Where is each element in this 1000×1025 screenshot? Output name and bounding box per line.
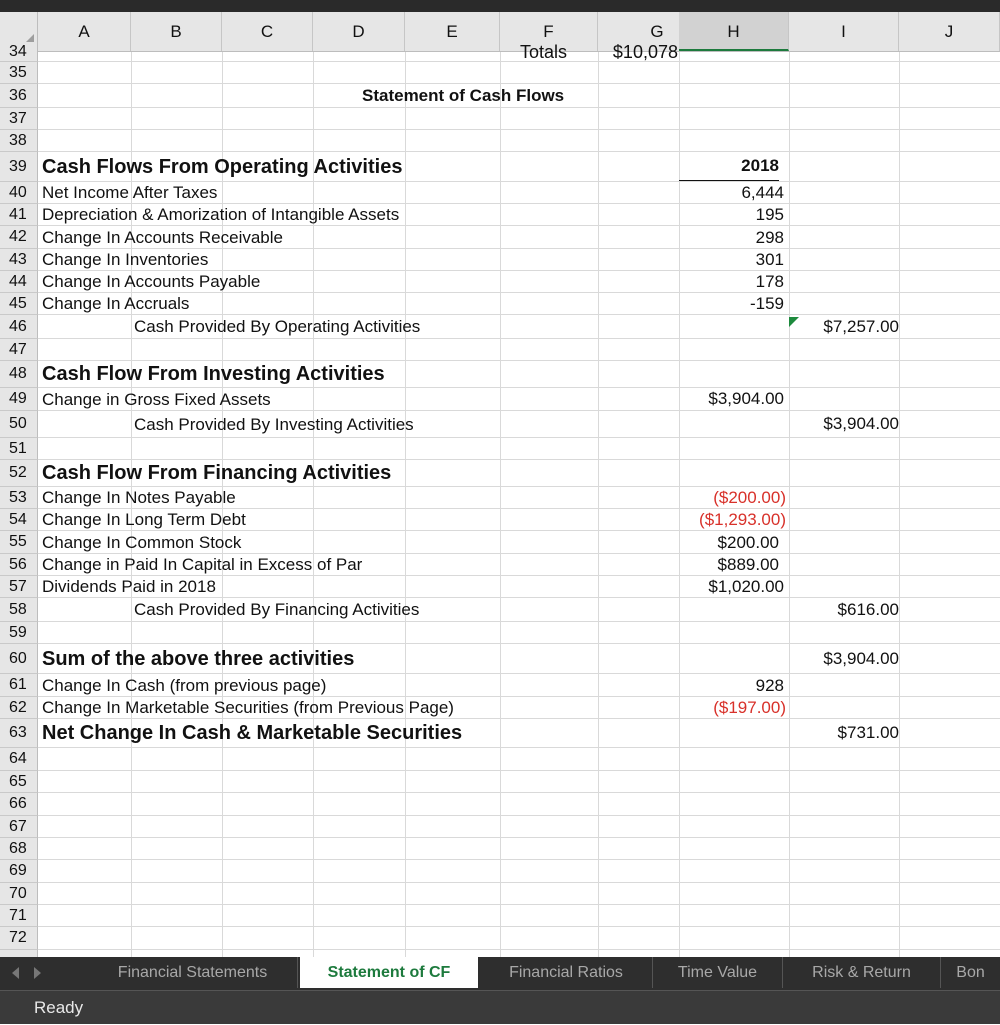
net-change-label[interactable]: Net Change In Cash & Marketable Securities	[42, 722, 463, 744]
row-number[interactable]: 34	[0, 42, 38, 62]
line-item-value[interactable]: 195	[755, 205, 784, 224]
column-header-b[interactable]: B	[131, 12, 222, 51]
investing-total-label[interactable]: Cash Provided By Investing Activities	[134, 414, 414, 434]
row-number[interactable]: 57	[0, 576, 38, 598]
row-number[interactable]: 55	[0, 531, 38, 554]
totals-label[interactable]: Totals	[520, 41, 568, 62]
line-item-value[interactable]: 298	[755, 227, 784, 247]
line-item-label[interactable]: Change In Accounts Payable	[42, 272, 261, 291]
row-53	[0, 487, 1000, 509]
line-item-value[interactable]: $1,020.00	[679, 576, 784, 598]
row-number[interactable]: 35	[0, 62, 38, 84]
securities-change-label[interactable]: Change In Marketable Securities (from Previous Page)	[42, 698, 454, 717]
column-header-h[interactable]: H	[679, 12, 789, 51]
row-47	[0, 339, 1000, 361]
line-item-value[interactable]: -159	[749, 294, 784, 313]
tab-bonds[interactable]: Bon	[956, 964, 985, 981]
row-48	[0, 361, 1000, 388]
row-number[interactable]: 54	[0, 509, 38, 531]
window-top-bar	[0, 0, 1000, 12]
row-69	[0, 860, 1000, 883]
investing-header[interactable]: Cash Flow From Investing Activities	[42, 363, 385, 385]
row-number[interactable]: 37	[0, 108, 38, 130]
row-52	[0, 460, 1000, 487]
line-item-value[interactable]: ($1,293.00)	[699, 510, 786, 529]
row-46	[0, 315, 1000, 339]
row-42	[0, 226, 1000, 249]
row-number[interactable]: 61	[0, 674, 38, 697]
line-item-label[interactable]: Change in Gross Fixed Assets	[42, 389, 271, 409]
row-number[interactable]: 58	[0, 598, 38, 622]
operating-total-label[interactable]: Cash Provided By Operating Activities	[134, 317, 421, 336]
line-item-label[interactable]: Change In Long Term Debt	[42, 510, 246, 529]
row-number[interactable]: 63	[0, 719, 38, 748]
row-number[interactable]: 64	[0, 748, 38, 771]
status-bar	[0, 990, 1000, 1024]
line-item-label[interactable]: Change in Paid In Capital in Excess of Par	[42, 555, 363, 574]
line-item-label[interactable]: Net Income After Taxes	[42, 183, 218, 202]
statement-title[interactable]: Statement of Cash Flows	[362, 86, 565, 105]
row-number[interactable]: 71	[0, 905, 38, 927]
row-59	[0, 622, 1000, 644]
row-number[interactable]: 62	[0, 697, 38, 719]
row-number[interactable]: 36	[0, 84, 38, 108]
row-number[interactable]: 59	[0, 622, 38, 644]
row-number[interactable]: 72	[0, 927, 38, 950]
line-item-label[interactable]: Change In Inventories	[42, 250, 209, 269]
column-header-c[interactable]: C	[222, 12, 313, 51]
financing-total-label[interactable]: Cash Provided By Financing Activities	[134, 600, 420, 619]
line-item-value[interactable]: $889.00	[717, 555, 779, 574]
row-number[interactable]: 48	[0, 361, 38, 388]
sum-activities-label[interactable]: Sum of the above three activities	[42, 647, 355, 670]
row-number[interactable]: 50	[0, 411, 38, 438]
financing-total-value[interactable]: $616.00	[789, 598, 899, 622]
column-header-j[interactable]: J	[899, 12, 1000, 51]
row-36	[0, 84, 1000, 108]
row-45	[0, 293, 1000, 315]
line-item-value[interactable]: 178	[755, 272, 784, 291]
row-number[interactable]: 60	[0, 644, 38, 674]
row-number[interactable]: 40	[0, 182, 38, 204]
row-58	[0, 598, 1000, 622]
line-item-label[interactable]: Dividends Paid in 2018	[42, 577, 216, 596]
row-35	[0, 62, 1000, 84]
row-43	[0, 249, 1000, 271]
line-item-label[interactable]: Change In Accruals	[42, 294, 190, 313]
status-text: Ready	[34, 998, 84, 1017]
sheet-grid	[0, 41, 1000, 957]
row-40	[0, 182, 1000, 204]
row-number[interactable]: 68	[0, 838, 38, 860]
row-number[interactable]: 43	[0, 249, 38, 271]
row-number[interactable]: 65	[0, 771, 38, 793]
row-44	[0, 271, 1000, 293]
tab-time-value[interactable]: Time Value	[653, 957, 783, 988]
row-55	[0, 531, 1000, 554]
operating-header[interactable]: Cash Flows From Operating Activities	[42, 155, 403, 178]
row-number[interactable]: 69	[0, 860, 38, 883]
row-57	[0, 576, 1000, 598]
line-item-value[interactable]: 6,444	[741, 183, 784, 202]
tab-financial-statements[interactable]: Financial Statements	[88, 957, 298, 988]
row-66	[0, 793, 1000, 816]
cash-change-label[interactable]: Change In Cash (from previous page)	[42, 675, 327, 695]
row-50	[0, 411, 1000, 438]
column-header-g[interactable]: G	[598, 12, 717, 51]
tab-statement-of-cf[interactable]: Statement of CF	[300, 957, 478, 988]
row-34	[0, 42, 1000, 62]
line-item-value[interactable]: $200.00	[717, 532, 779, 552]
row-number[interactable]: 38	[0, 130, 38, 152]
column-header-f[interactable]: F	[500, 12, 598, 51]
row-number[interactable]: 44	[0, 271, 38, 293]
line-item-label[interactable]: Depreciation & Amorization of Intangible Assets	[42, 205, 400, 224]
column-header-a[interactable]: A	[38, 12, 131, 51]
line-item-label[interactable]: Change In Accounts Receivable	[42, 227, 283, 247]
row-number[interactable]: 41	[0, 204, 38, 226]
row-54	[0, 509, 1000, 531]
tab-financial-ratios[interactable]: Financial Ratios	[480, 957, 653, 988]
row-number[interactable]: 53	[0, 487, 38, 509]
row-number[interactable]: 39	[0, 152, 38, 182]
line-item-value[interactable]: $3,904.00	[679, 388, 784, 411]
year-header[interactable]: 2018	[679, 152, 779, 181]
row-number[interactable]: 66	[0, 793, 38, 816]
row-51	[0, 438, 1000, 460]
row-38	[0, 130, 1000, 152]
row-65	[0, 771, 1000, 793]
sheet-tab-bar	[0, 957, 1000, 990]
line-item-value[interactable]: 301	[755, 250, 784, 269]
row-number[interactable]: 56	[0, 554, 38, 576]
row-number[interactable]: 46	[0, 315, 38, 339]
row-number[interactable]: 47	[0, 339, 38, 361]
row-63	[0, 719, 1000, 748]
row-61	[0, 674, 1000, 697]
row-number[interactable]: 52	[0, 460, 38, 487]
row-70	[0, 883, 1000, 905]
line-item-label[interactable]: Change In Notes Payable	[42, 488, 236, 507]
row-number[interactable]: 67	[0, 816, 38, 838]
tab-risk-and-return[interactable]: Risk & Return	[783, 957, 941, 988]
row-number[interactable]: 49	[0, 388, 38, 411]
row-72	[0, 927, 1000, 950]
securities-change-value[interactable]: ($197.00)	[679, 697, 786, 719]
financing-header[interactable]: Cash Flow From Financing Activities	[42, 462, 392, 484]
row-49	[0, 388, 1000, 411]
row-number[interactable]: 42	[0, 226, 38, 249]
sum-activities-value[interactable]: $3,904.00	[789, 644, 899, 674]
row-56	[0, 554, 1000, 576]
row-39	[0, 152, 1000, 182]
column-header-e[interactable]: E	[405, 12, 500, 51]
tab-scroll-left-icon[interactable]	[12, 967, 19, 979]
line-item-value[interactable]: ($200.00)	[713, 488, 786, 507]
tab-scroll-right-icon[interactable]	[34, 967, 41, 979]
row-41	[0, 204, 1000, 226]
operating-total-value[interactable]: $7,257.00	[789, 315, 899, 339]
row-64	[0, 748, 1000, 771]
column-header-i[interactable]: I	[789, 12, 899, 51]
cash-change-value[interactable]: 928	[755, 675, 784, 695]
investing-total-value[interactable]: $3,904.00	[789, 411, 899, 438]
row-number[interactable]: 45	[0, 293, 38, 315]
row-number[interactable]: 70	[0, 883, 38, 905]
row-60	[0, 644, 1000, 674]
row-67	[0, 816, 1000, 838]
row-71	[0, 905, 1000, 927]
totals-value[interactable]: $10,078	[612, 41, 678, 62]
line-item-label[interactable]: Change In Common Stock	[42, 532, 242, 552]
column-header-d[interactable]: D	[313, 12, 405, 51]
net-change-value[interactable]: $731.00	[789, 719, 899, 748]
row-37	[0, 108, 1000, 130]
row-number[interactable]: 51	[0, 438, 38, 460]
row-62	[0, 697, 1000, 719]
row-68	[0, 838, 1000, 860]
